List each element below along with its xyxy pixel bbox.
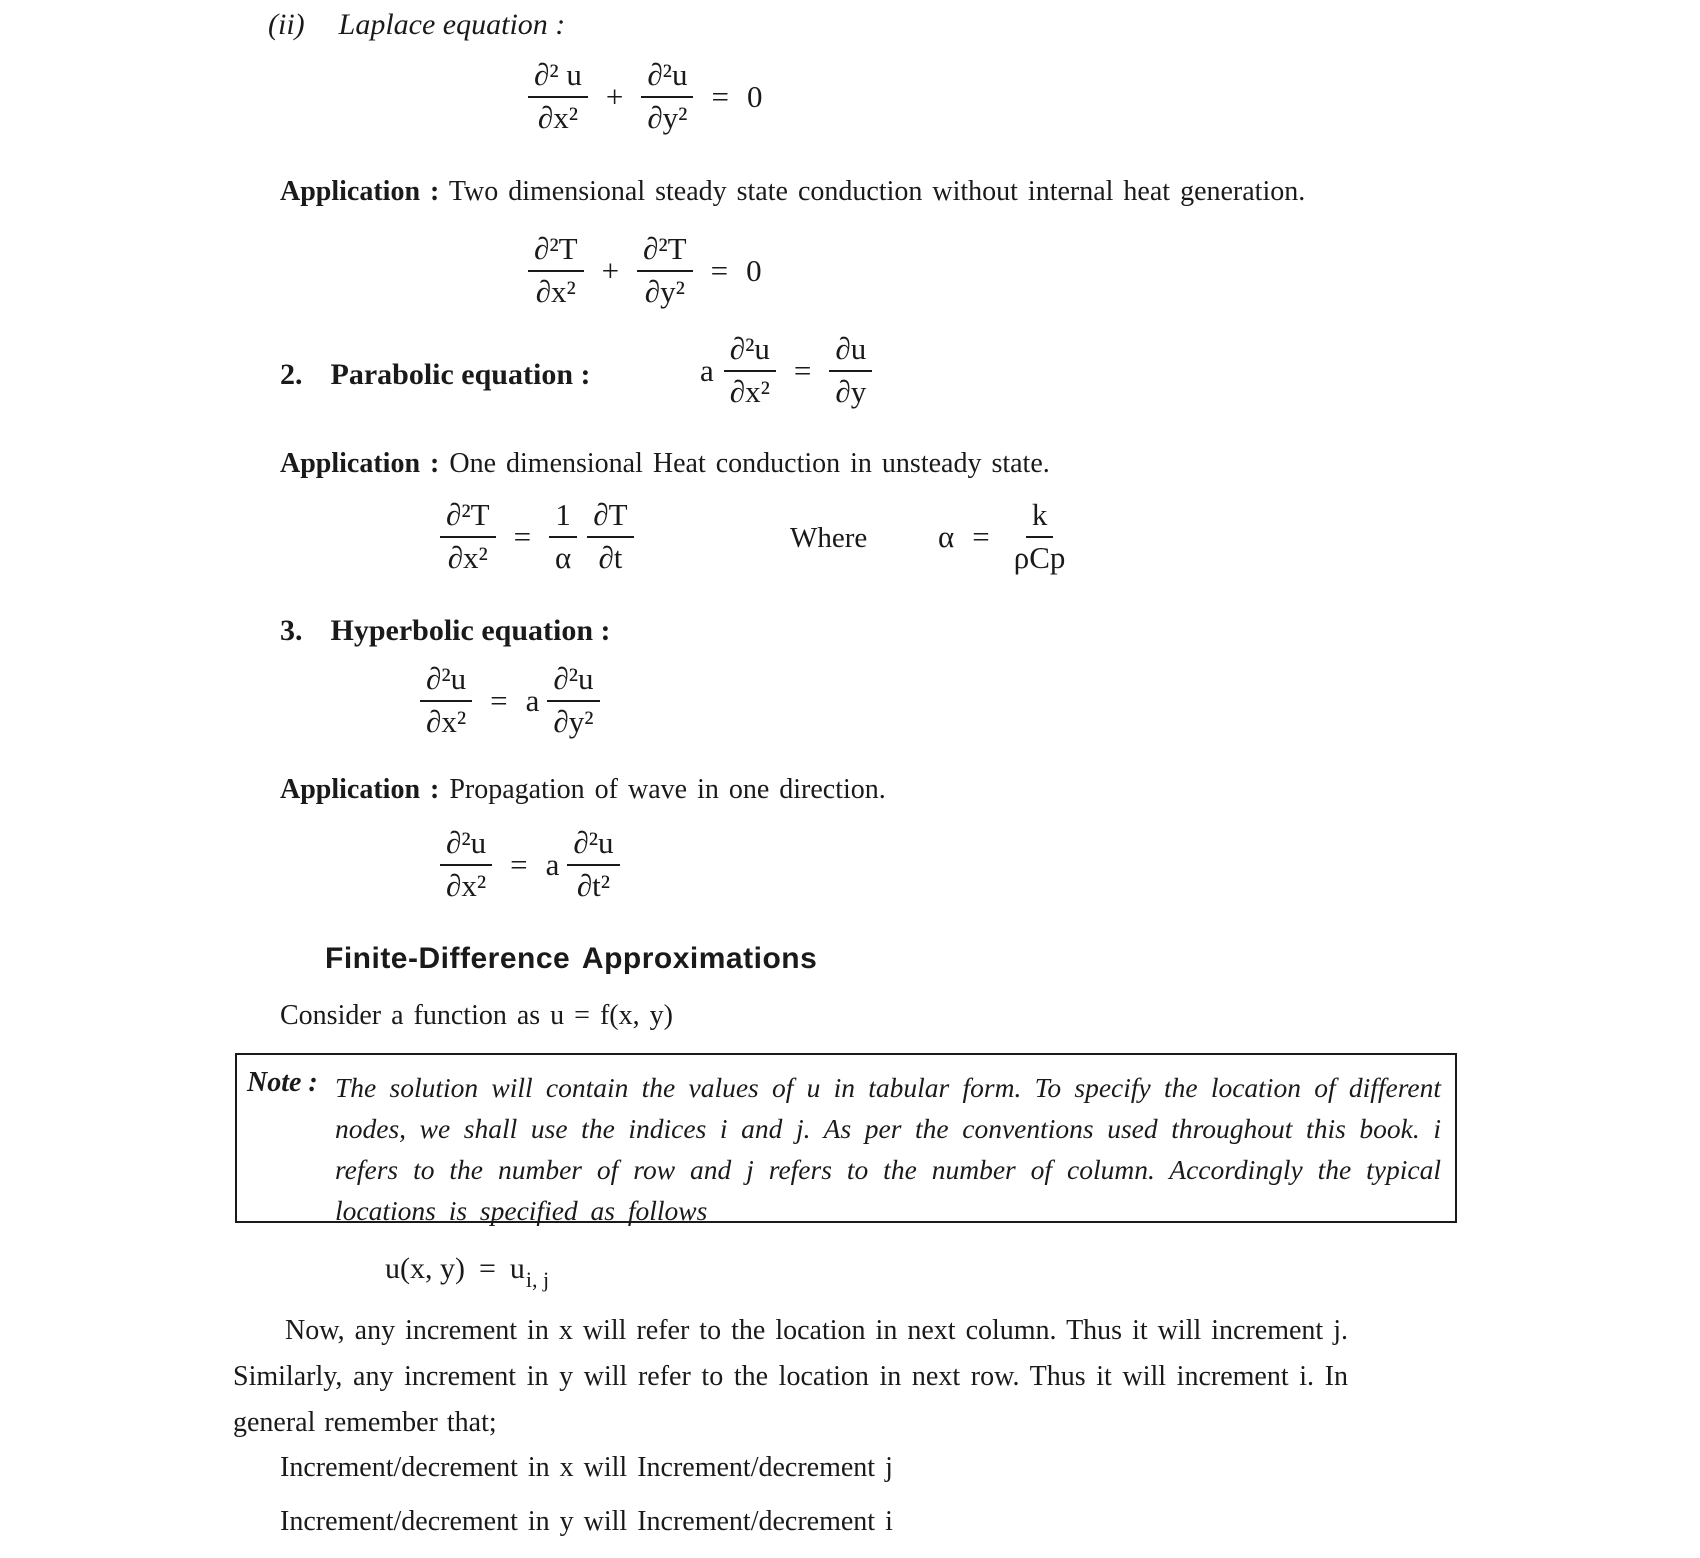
fraction-denominator: ∂y² <box>647 99 688 135</box>
fraction-numerator: ∂²T <box>637 232 693 272</box>
where-label: Where <box>790 522 868 554</box>
fraction-numerator: ∂²u <box>567 826 619 866</box>
equals-sign: = <box>972 518 990 554</box>
fraction-denominator: ∂y² <box>644 273 685 309</box>
hyperbolic-application-equation <box>440 826 620 903</box>
fraction-denominator: ∂x² <box>446 867 487 903</box>
equation-rhs <box>509 1252 550 1292</box>
hyperbolic-section-number: 3. <box>280 614 303 647</box>
equation-rhs: 0 <box>746 78 763 114</box>
fraction <box>587 498 633 575</box>
fraction-numerator: ∂²T <box>528 232 584 272</box>
u-subscript: i, j <box>525 1267 550 1292</box>
note-label: Note : <box>247 1067 318 1098</box>
fraction <box>567 826 619 903</box>
u-base: u <box>509 1252 525 1285</box>
laplace-section-title: Laplace equation : <box>338 8 566 41</box>
fraction-numerator: ∂²u <box>641 58 693 98</box>
laplace-equation <box>528 58 762 135</box>
fraction-numerator: ∂u <box>829 332 872 372</box>
fraction-numerator: 1 <box>549 498 577 538</box>
parabolic-section-number: 2. <box>280 358 303 391</box>
increment-paragraph: Now, any increment in x will refer to the location in next column. Thus it will increment j. Similarly, any increment in y will refer to the location in next row. Thus it will increment i. In general remember that; <box>233 1315 1348 1438</box>
hyperbolic-section-heading <box>280 614 611 648</box>
fraction-numerator: ∂²T <box>440 498 496 538</box>
fraction-denominator: ∂t <box>598 539 623 575</box>
fraction-denominator: ∂x² <box>447 539 488 575</box>
fraction-denominator: ∂x² <box>729 373 770 409</box>
fraction <box>549 498 577 575</box>
fraction-numerator: k <box>1026 498 1054 538</box>
fraction-numerator: ∂² u <box>528 58 588 98</box>
fraction-product <box>549 498 634 575</box>
fraction <box>637 232 693 309</box>
equation-lhs: u(x, y) <box>385 1252 465 1285</box>
increment-y-line: Increment/decrement in y will Increment/decrement i <box>280 1506 893 1537</box>
hyperbolic-application-line <box>280 774 886 806</box>
fraction <box>1008 498 1072 575</box>
fraction <box>440 826 492 903</box>
fraction-numerator: ∂²u <box>547 662 599 702</box>
alpha-symbol: α <box>938 518 955 554</box>
fraction-denominator: ρCp <box>1013 539 1066 575</box>
application-text: Propagation of wave in one direction. <box>449 774 886 805</box>
equals-sign: = <box>513 518 532 554</box>
equals-sign: = <box>490 682 508 718</box>
coefficient: a <box>700 352 714 388</box>
fraction-numerator: ∂T <box>587 498 633 538</box>
application-label: Application : <box>280 774 440 805</box>
fraction-numerator: ∂²u <box>420 662 472 702</box>
parabolic-application-equation <box>440 498 634 575</box>
parabolic-equation <box>700 332 872 409</box>
fraction-denominator: ∂y <box>835 373 867 409</box>
application-text: One dimensional Heat conduction in unsteady state. <box>449 448 1050 479</box>
laplace-section-heading <box>268 8 565 42</box>
alpha-definition-equation <box>938 498 1071 575</box>
fraction <box>547 662 599 739</box>
plus-operator: + <box>601 252 620 288</box>
parabolic-section-title: Parabolic equation : <box>330 358 591 391</box>
equals-sign: = <box>510 846 528 882</box>
equals-sign: = <box>710 252 729 288</box>
fraction-denominator: α <box>555 539 572 575</box>
node-location-equation <box>385 1252 550 1292</box>
hyperbolic-equation <box>420 662 600 739</box>
fraction <box>641 58 693 135</box>
laplace-section-number: (ii) <box>268 8 305 41</box>
laplace-application-equation <box>528 232 762 309</box>
fraction-denominator: ∂t² <box>576 867 611 903</box>
fraction-denominator: ∂x² <box>426 703 467 739</box>
fraction-denominator: ∂x² <box>537 99 578 135</box>
coefficient: a <box>545 846 560 882</box>
finite-difference-heading: Finite-Difference Approximations <box>325 942 818 975</box>
laplace-application-line <box>280 176 1305 208</box>
application-text: Two dimensional steady state conduction without internal heat generation. <box>448 176 1306 207</box>
application-label: Application : <box>280 448 440 479</box>
equals-sign: = <box>793 352 812 388</box>
fraction <box>420 662 472 739</box>
note-text: The solution will contain the values of u in tabular form. To specify the location of different nodes, we shall use the indices i and j. As per the conventions used throughout this book. i refers to the number of row and j refers to the number of column. Accordingly the typical locations is specified as follows <box>335 1072 1441 1226</box>
note-box <box>235 1053 1457 1226</box>
fraction <box>829 332 872 409</box>
increment-x-line: Increment/decrement in x will Increment/decrement j <box>280 1452 893 1483</box>
parabolic-section-heading <box>280 358 591 392</box>
fraction-denominator: ∂x² <box>535 273 576 309</box>
fraction <box>528 232 584 309</box>
fraction-numerator: ∂²u <box>440 826 492 866</box>
application-label: Application : <box>280 176 440 207</box>
fraction <box>440 498 496 575</box>
fraction <box>528 58 588 135</box>
fraction <box>724 332 776 409</box>
equals-sign: = <box>478 1252 496 1285</box>
coefficient: a <box>525 682 540 718</box>
consider-function-line: Consider a function as u = f(x, y) <box>280 1000 673 1031</box>
equation-rhs: 0 <box>746 252 762 288</box>
plus-operator: + <box>605 78 624 114</box>
fraction-numerator: ∂²u <box>724 332 776 372</box>
hyperbolic-section-title: Hyperbolic equation : <box>330 614 611 647</box>
equals-sign: = <box>711 78 729 114</box>
parabolic-application-line <box>280 448 1050 480</box>
fraction-denominator: ∂y² <box>553 703 594 739</box>
